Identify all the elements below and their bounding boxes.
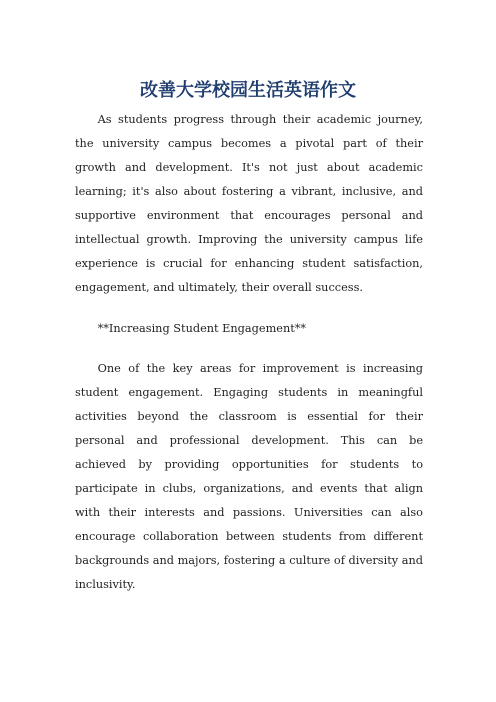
section-heading: **Increasing Student Engagement** [97, 322, 307, 335]
document-title: 改善大学校园生活英语作文 [140, 80, 356, 101]
engagement-paragraph: One of the key areas for improvement is increasing student engagement. Engaging students in meaningful activities beyond the classroom is essential for their personal and professional development. This can be achieved by providing opportunities for students to participate in clubs, organizations, and events that align with their interests and passions. Universities can also encourage collaboration between students from different backgrounds and majors, fostering a culture of diversity and inclusivity. [75, 362, 423, 591]
intro-paragraph: As students progress through their academic journey, the university campus becomes a pivotal part of their growth and development. It's not just about academic learning; it's also about fostering a vibrant, inclusive, and supportive environment that encourages personal and intellectual growth. Improving the university campus life experience is crucial for enhancing student satisfaction, engagement, and ultimately, their overall success. [75, 113, 423, 294]
